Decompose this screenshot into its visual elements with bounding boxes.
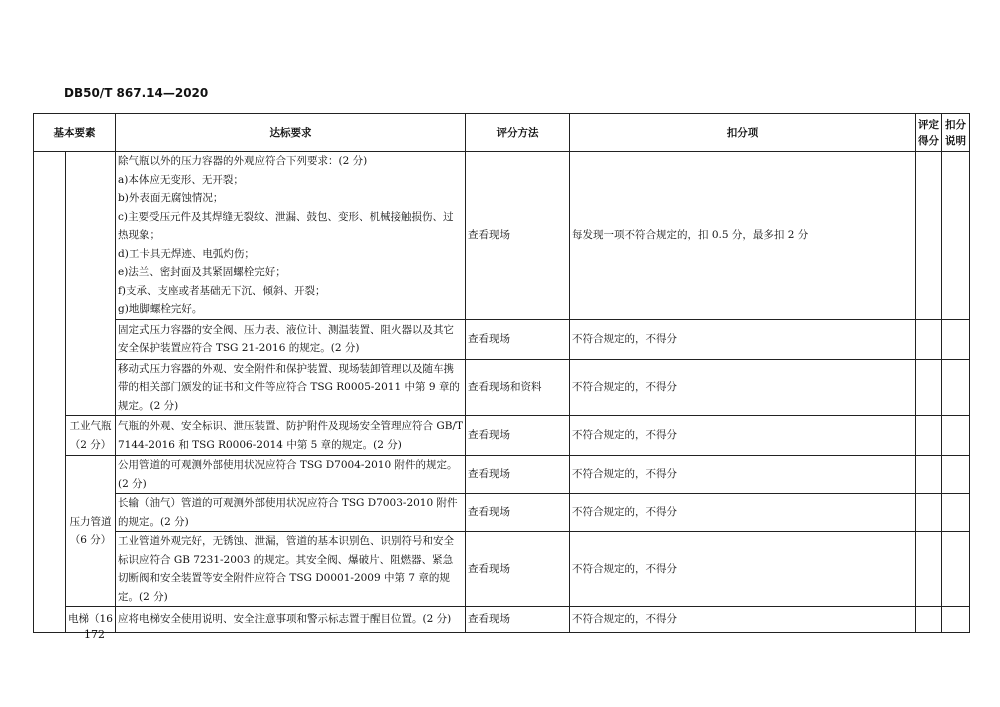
- table-row: [34, 152, 970, 320]
- cell-sub-element: 工业气瓶（2 分）: [66, 416, 116, 456]
- cell-req: 移动式压力容器的外观、安全附件和保护装置、现场装卸管理以及随车携带的相关部门颁发的证书和文件等应符合 TSG R0005-2011 中第 9 章的规定。(2 分): [116, 359, 466, 416]
- cell-basic-element: [34, 152, 66, 633]
- cell-deduct: 每发现一项不符合规定的，扣 0.5 分，最多扣 2 分: [570, 152, 916, 320]
- cell-req: 气瓶的外观、安全标识、泄压装置、防护附件及现场安全管理应符合 GB/T 7144-2016 和 TSG R0006-2014 中第 5 章的规定。(2 分): [116, 416, 466, 456]
- cell-deduct: 不符合规定的，不得分: [570, 456, 916, 494]
- cell-method: 查看现场: [466, 532, 570, 607]
- cell-deduct: 不符合规定的，不得分: [570, 532, 916, 607]
- header-method: 评分方法: [466, 114, 570, 152]
- cell-deduct: 不符合规定的，不得分: [570, 319, 916, 359]
- table-row: [34, 359, 970, 416]
- cell-deduct: 不符合规定的，不得分: [570, 494, 916, 532]
- cell-sub-element: 电梯（16: [66, 607, 116, 633]
- cell-method: 查看现场: [466, 456, 570, 494]
- cell-req: 固定式压力容器的安全阀、压力表、液位计、测温装置、阻火器以及其它安全保护装置应符合 TSG 21-2016 的规定。(2 分): [116, 319, 466, 359]
- cell-method: 查看现场和资料: [466, 359, 570, 416]
- header-req: 达标要求: [116, 114, 466, 152]
- table-row: [34, 607, 970, 633]
- cell-method: 查看现场: [466, 607, 570, 633]
- cell-note: [942, 152, 970, 320]
- cell-req: 工业管道外观完好，无锈蚀、泄漏，管道的基本识别色、识别符号和安全标识应符合 GB 7231-2003 的规定。其安全阀、爆破片、阻燃器、紧急切断阀和安全装置等安全附件应符合 TSG D0001-2009 中第 7 章的规定。(2 分): [116, 532, 466, 607]
- cell-sub-element: [66, 152, 116, 416]
- header-score: 评定得分: [916, 114, 942, 152]
- table-row: [34, 532, 970, 607]
- header-basic: 基本要素: [34, 114, 116, 152]
- criteria-table: [33, 113, 970, 633]
- document-id: DB50/T 867.14—2020: [64, 86, 209, 100]
- cell-sub-element: 压力管道（6 分）: [66, 456, 116, 607]
- cell-req: 应将电梯安全使用说明、安全注意事项和警示标志置于醒目位置。(2 分): [116, 607, 466, 633]
- cell-score: [916, 152, 942, 320]
- cell-req: 公用管道的可观测外部使用状况应符合 TSG D7004-2010 附件的规定。(2 分): [116, 456, 466, 494]
- table-row: [34, 416, 970, 456]
- table-row: [34, 494, 970, 532]
- cell-method: 查看现场: [466, 319, 570, 359]
- cell-req: 除气瓶以外的压力容器的外观应符合下列要求：(2 分) a)本体应无变形、无开裂； b)外表面无腐蚀情况； c)主要受压元件及其焊缝无裂纹、泄漏、鼓包、变形、机械接触损伤、过热现象； d)工卡具无焊迹、电弧灼伤； e)法兰、密封面及其紧固螺栓完好； f)支承、支座或者基础无下沉、倾斜、开裂； g)地脚螺栓完好。: [116, 152, 466, 320]
- cell-req: 长输（油气）管道的可观测外部使用状况应符合 TSG D7003-2010 附件的规定。(2 分): [116, 494, 466, 532]
- cell-method: 查看现场: [466, 494, 570, 532]
- header-note: 扣分说明: [942, 114, 970, 152]
- header-deduct: 扣分项: [570, 114, 916, 152]
- table-row: [34, 456, 970, 494]
- table-row: [34, 319, 970, 359]
- cell-deduct: 不符合规定的，不得分: [570, 359, 916, 416]
- cell-deduct: 不符合规定的，不得分: [570, 416, 916, 456]
- page-number: 172: [84, 628, 105, 641]
- cell-method: 查看现场: [466, 416, 570, 456]
- cell-deduct: 不符合规定的，不得分: [570, 607, 916, 633]
- cell-method: 查看现场: [466, 152, 570, 320]
